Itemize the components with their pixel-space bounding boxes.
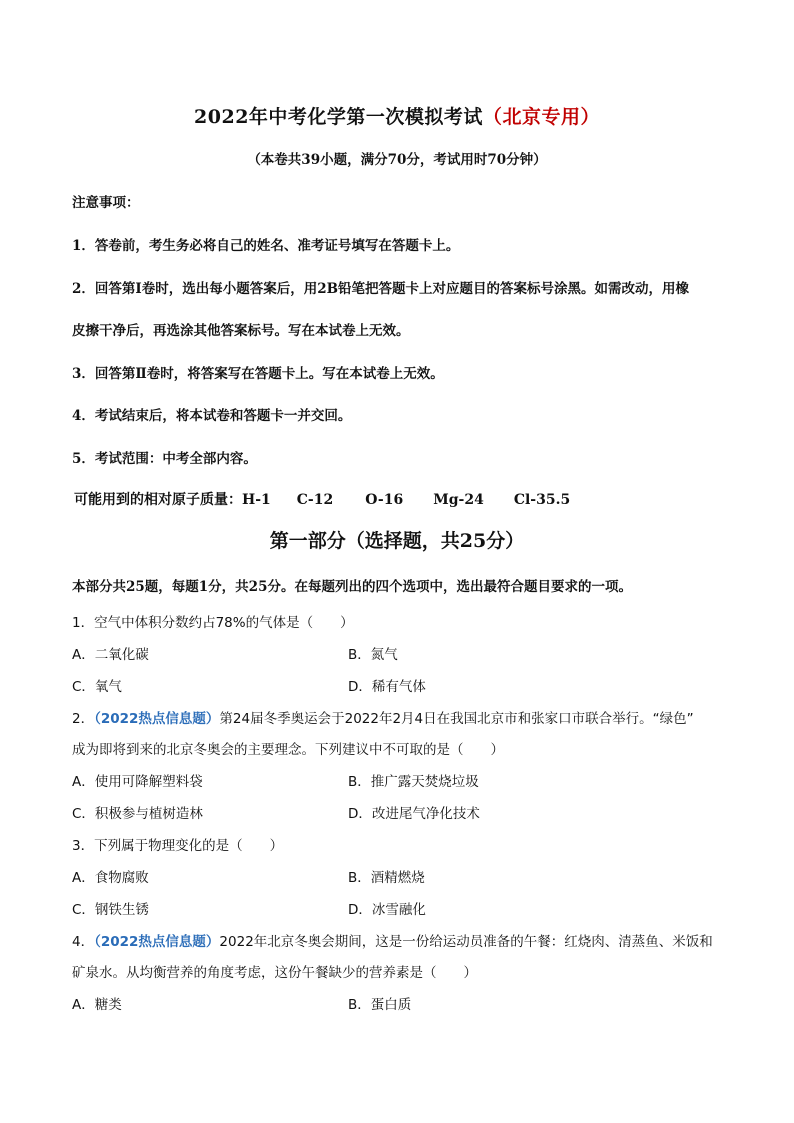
question-2-stem-line2: 成为即将到来的北京冬奥会的主要理念。下列建议中不可取的是（ ）: [72, 742, 504, 758]
question-4-option-b: B．蛋白质: [348, 997, 412, 1013]
question-1-stem: 1．空气中体积分数约占78%的气体是（ ）: [72, 615, 354, 631]
section-title: 第一部分（选择题，共25分）: [269, 530, 525, 552]
exam-title: [0, 102, 794, 129]
question-4-stem-line1: [72, 930, 713, 950]
question-1-option-c: C．氧气: [72, 679, 122, 695]
question-3-option-c: C．钢铁生锈: [72, 902, 149, 918]
question-2-option-a: A．使用可降解塑料袋: [72, 774, 203, 790]
atomic-mass-label: 可能用到的相对原子质量：: [74, 492, 242, 508]
question-2-stem-line1: [72, 707, 694, 727]
question-2-option-c: C．积极参与植树造林: [72, 806, 203, 822]
atomic-mass-o: O-16: [365, 492, 404, 508]
exam-title-region: 北京专用: [502, 106, 581, 128]
question-4-stem-line2: 矿泉水。从均衡营养的角度考虑，这份午餐缺少的营养素是（ ）: [72, 965, 477, 981]
note-item-1: 1．答卷前，考生务必将自己的姓名、准考证号填写在答题卡上。: [72, 238, 460, 254]
question-3-option-b: B．酒精燃烧: [348, 870, 425, 886]
question-1-option-a: A．二氧化碳: [72, 647, 149, 663]
note-item-3: 3．回答第Ⅱ卷时，将答案写在答题卡上。写在本试卷上无效。: [72, 366, 444, 382]
atomic-mass-c: C-12: [296, 492, 334, 508]
question-2-tag: （2022热点信息题）: [94, 711, 220, 727]
question-4-number: 4．: [72, 934, 95, 950]
note-item-5: 5．考试范围：中考全部内容。: [72, 451, 257, 467]
note-item-2: 2．回答第Ⅰ卷时，选出每小题答案后，用2B铅笔把答题卡上对应题目的答案标号涂黑。如需改动，用橡: [72, 281, 690, 297]
question-4-option-a: A．糖类: [72, 997, 122, 1013]
atomic-mass-cl: Cl-35.5: [513, 492, 571, 508]
note-item-4: 4．考试结束后，将本试卷和答题卡一并交回。: [72, 408, 352, 424]
note-item-2-cont: 皮擦干净后，再选涂其他答案标号。写在本试卷上无效。: [72, 323, 410, 339]
question-2-text: 第24届冬季奥运会于2022年2月4日在我国北京市和张家口市联合举行。“绿色”: [219, 711, 694, 727]
question-2-option-b: B．推广露天焚烧垃圾: [348, 774, 479, 790]
question-2-number: 2．: [72, 711, 95, 727]
question-3-stem: 3．下列属于物理变化的是（ ）: [72, 838, 284, 854]
question-3-option-a: A．食物腐败: [72, 870, 149, 886]
atomic-mass-mg: Mg-24: [433, 492, 484, 508]
section-instructions: 本部分共25题，每题1分，共25分。在每题列出的四个选项中，选出最符合题目要求的一项。: [72, 579, 632, 595]
question-3-option-d: D．冰雪融化: [348, 902, 426, 918]
question-1-option-b: B．氮气: [348, 647, 398, 663]
exam-title-main: 2022年中考化学第一次模拟考试: [194, 106, 483, 128]
atomic-mass-h: H-1: [242, 492, 271, 508]
exam-subtitle: （本卷共39小题，满分70分，考试用时70分钟）: [247, 152, 547, 168]
atomic-mass-row: [74, 489, 570, 509]
exam-title-paren-close: ）: [580, 106, 600, 128]
exam-title-paren-open: （: [482, 106, 503, 128]
question-2-option-d: D．改进尾气净化技术: [348, 806, 480, 822]
notes-heading: 注意事项：: [72, 195, 140, 211]
question-4-tag: （2022热点信息题）: [94, 934, 220, 950]
question-4-text: 2022年北京冬奥会期间，这是一份给运动员准备的午餐：红烧肉、清蒸鱼、米饭和: [219, 934, 713, 950]
question-1-option-d: D．稀有气体: [348, 679, 426, 695]
